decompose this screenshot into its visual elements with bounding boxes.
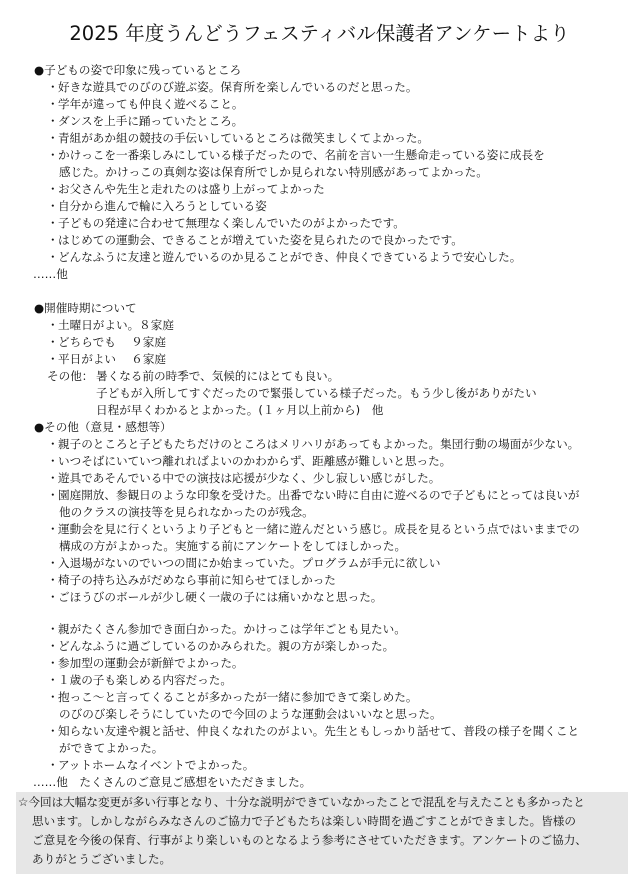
list-item: ・遊具であそんでいる中での演技は応援が少なく、少し寂しい感じがした。 (47, 471, 441, 485)
list-item: ・土曜日がよい。８家庭 (47, 318, 174, 332)
page-title: 2025 年度うんどうフェスティバル保護者アンケートより (69, 22, 570, 45)
list-item: ・学年が違っても仲良く遊べること。 (47, 97, 244, 111)
list-item-continuation: のびのび楽しそうにしていたので今回のような運動会はいいなと思った。 (59, 707, 442, 721)
footer-line: ありがとうございました。 (32, 852, 172, 866)
list-item: ・自分から進んで輪に入ろうとしている姿 (47, 199, 267, 213)
list-item: ・子どもの発達に合わせて無理なく楽しんでいたのがよかったです。 (47, 216, 405, 230)
other-line: 暑くなる前の時季で、気候的にはとても良い。 (96, 369, 340, 383)
closing-note: ……他 たくさんのご意見ご感想をいただきました。 (33, 775, 312, 789)
footer-line: ご意見を今後の保育、行事がより楽しいものとなるよう参考にさせていただきます。アンケートのご協力、 (32, 833, 587, 847)
other-line: 日程が早くわかるとよかった。(１ヶ月以上前から) 他 (96, 403, 384, 417)
footer-note-box (16, 792, 628, 874)
list-item-continuation: ができてよかった。 (59, 741, 164, 755)
list-item: ・親子のところと子どもたちだけのところはメリハリがあってもよかった。集団行動の場面が少ない。 (47, 437, 580, 451)
section-heading-timing: ●開催時期について (34, 301, 137, 315)
list-item-continuation: 感じた。かけっこの真剣な姿は保育所でしか見られない特別感があってよかった。 (59, 165, 488, 179)
list-item: ・平日がよい ６家庭 (47, 352, 167, 366)
list-item: ・どんなふうに過ごしているのかみられた。親の方が楽しかった。 (47, 639, 395, 653)
list-item: ・お父さんや先生と走れたのは盛り上がってよかった (47, 182, 325, 196)
list-item: ・かけっこを一番楽しみにしている様子だったので、名前を言い一生懸命走っている姿に成長を (47, 148, 545, 162)
list-item: ・いつそばにいていつ離れればよいのかわからず、距離感が難しいと思った。 (47, 454, 452, 468)
list-item-continuation: 構成の方がよかった。実施する前にアンケートをしてほしかった。 (59, 539, 407, 553)
list-item: ・好きな遊具でのびのび遊ぶ姿。保育所を楽しんでいるのだと思った。 (47, 80, 418, 94)
section-heading-comments: ●その他（意見・感想等） (34, 420, 172, 434)
other-line: 子どもが入所してすぐだったので緊張している様子だった。もう少し後がありがたい (96, 386, 537, 400)
list-item: ・ダンスを上手に踊っていたところ。 (47, 114, 244, 128)
list-item-continuation: 他のクラスの演技等を見られなかったのが残念。 (59, 505, 314, 519)
list-item: ・運動会を見に行くというより子どもと一緒に遊んだという感じ。成長を見るという点ではいままでの (47, 522, 580, 536)
other-label: その他： (47, 369, 94, 383)
footer-line: 思います。しかしながらみなさんのご協力で子どもたちは楽しい時間を過ごすことができました。皆様の (32, 814, 576, 828)
list-item: ・青組があか組の競技の手伝いしているところは微笑ましくてよかった。 (47, 131, 430, 145)
list-item: ・親がたくさん参加でき面白かった。かけっこは学年ごとも見たい。 (47, 622, 406, 636)
list-item: ・園庭開放、参観日のような印象を受けた。出番でない時に自由に遊べるので子どもにとっては良いが (47, 488, 580, 502)
list-item: ・入退場がないのでいつの間にか始まっていた。プログラムが手元に欲しい (47, 556, 441, 570)
list-item: ・椅子の持ち込みがだめなら事前に知らせてほしかった (47, 573, 336, 587)
list-item: ・アットホームなイベントでよかった。 (47, 758, 255, 772)
list-item: ・知らない友達や親と話せ、仲良くなれたのがよい。先生ともしっかり話せて、普段の様子を聞くこと (47, 724, 580, 738)
list-item: ・はじめての運動会、できることが増えていた姿を見られたので良かったです。 (47, 233, 463, 247)
list-item: ・１歳の子も楽しめる内容だった。 (47, 673, 232, 687)
footer-line: ☆今回は大幅な変更が多い行事となり、十分な説明ができていなかったことで混乱を与えたことも多かったと (18, 795, 585, 809)
list-item: ・参加型の運動会が新鮮でよかった。 (47, 656, 244, 670)
list-item: ・ごほうびのボールが少し硬く一歳の子には痛いかなと思った。 (47, 590, 383, 604)
etc-note: ……他 (33, 267, 68, 281)
list-item: ・どんなふうに友達と遊んでいるのか見ることができ、仲良くできているようで安心した。 (47, 250, 522, 264)
section-heading-impressions: ●子どもの姿で印象に残っているところ (34, 63, 242, 77)
list-item: ・抱っこ〜と言ってくることが多かったが一緒に参加できて楽しめた。 (47, 690, 418, 704)
list-item: ・どちらでも ９家庭 (47, 335, 166, 349)
